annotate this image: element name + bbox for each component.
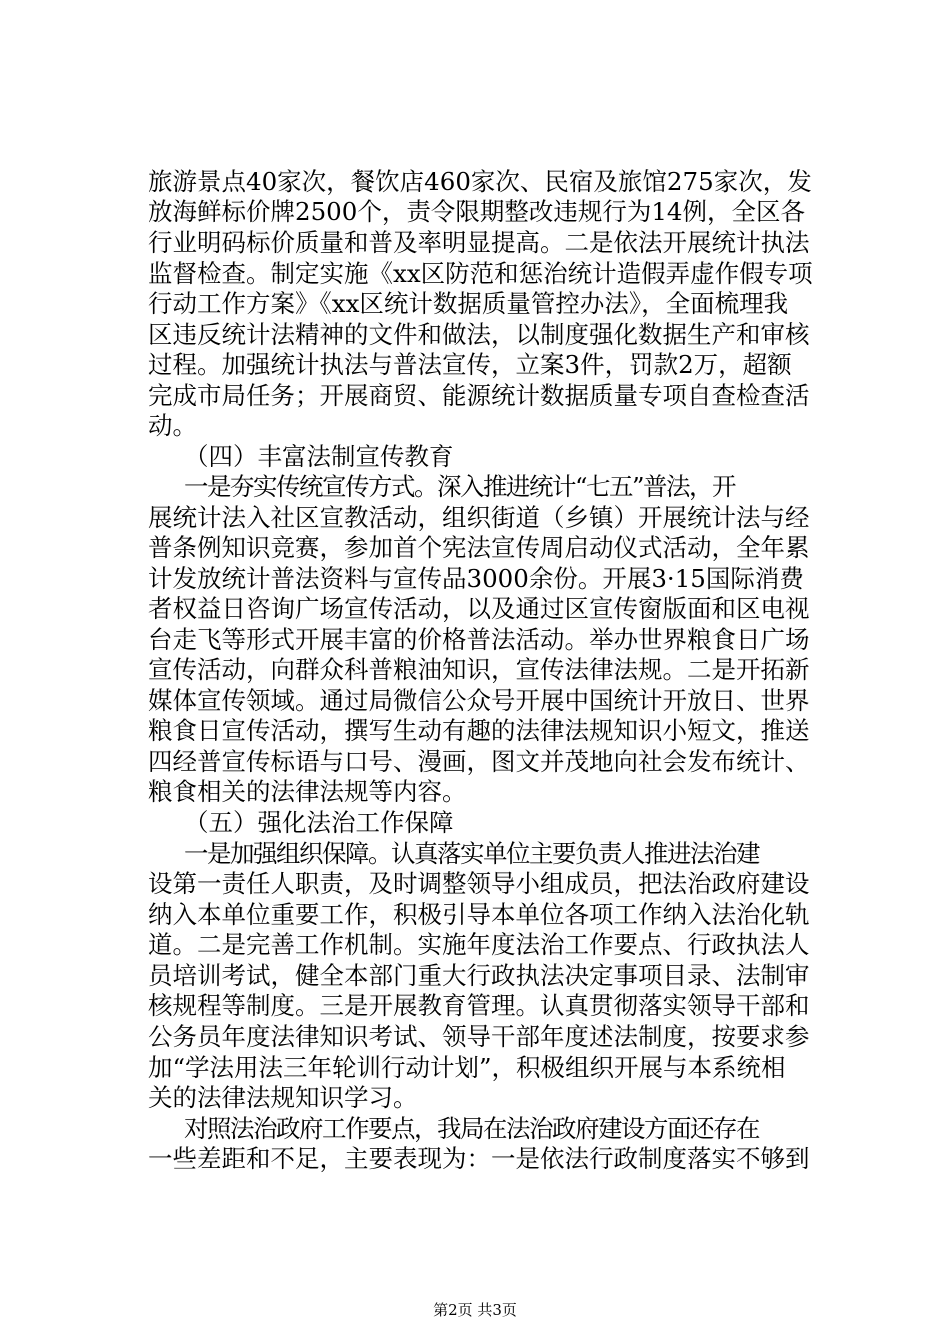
text-line: （四）丰富法制宣传教育 [184,442,454,471]
text-line: 加“学法用法三年轮训行动计划”，积极组织开展与本系统相 [148,1053,786,1082]
text-line: 道。二是完善工作机制。实施年度法治工作要点、行政执法人 [148,930,810,959]
text-line: 一是夯实传统宣传方式。深入推进统计“七五”普法，开 [184,472,736,501]
text-line: 动。 [148,411,197,440]
text-line: 完成市局任务；开展商贸、能源统计数据质量专项自查检查活 [148,381,810,410]
text-line: 纳入本单位重要工作，积极引导本单位各项工作纳入法治化轨 [148,900,810,929]
text-line: 台走飞等形式开展丰富的价格普法活动。举办世界粮食日广场 [148,625,810,654]
text-line: 公务员年度法律知识考试、领导干部年度述法制度，按要求参 [148,1022,810,1051]
text-line: 媒体宣传领域。通过局微信公众号开展中国统计开放日、世界 [148,686,810,715]
text-line: 者权益日咨询广场宣传活动，以及通过区宣传窗版面和区电视 [148,594,810,623]
text-line: 旅游景点40家次，餐饮店460家次、民宿及旅馆275家次，发 [148,167,812,196]
text-line: 区违反统计法精神的文件和做法，以制度强化数据生产和审核 [148,320,810,349]
text-line: （五）强化法治工作保障 [184,808,454,837]
text-line: 对照法治政府工作要点，我局在法治政府建设方面还存在 [184,1114,759,1143]
text-line: 计发放统计普法资料与宣传品3000余份。开展3·15国际消费 [148,564,804,593]
text-line: 行动工作方案》《xx区统计数据质量管控办法》，全面梳理我 [148,289,789,318]
text-line: 普条例知识竞赛，参加首个宪法宣传周启动仪式活动，全年累 [148,533,810,562]
text-line: 关的法律法规知识学习。 [148,1083,418,1112]
text-line: 展统计法入社区宣教活动，组织街道（乡镇）开展统计法与经 [148,503,810,532]
text-line: 过程。加强统计执法与普法宣传，立案3件，罚款2万，超额 [148,350,792,379]
text-line: 一是加强组织保障。认真落实单位主要负责人推进法治建 [184,839,759,868]
text-line: 一些差距和不足，主要表现为：一是依法行政制度落实不够到 [148,1144,810,1173]
text-line: 粮食相关的法律法规等内容。 [148,777,467,806]
text-line: 监督检查。制定实施《xx区防范和惩治统计造假弄虚作假专项 [148,259,813,288]
text-line: 宣传活动，向群众科普粮油知识，宣传法律法规。二是开拓新 [148,655,810,684]
text-line: 粮食日宣传活动，撰写生动有趣的法律法规知识小短文，推送 [148,716,810,745]
text-line: 四经普宣传标语与口号、漫画，图文并茂地向社会发布统计、 [148,747,810,776]
text-line: 员培训考试，健全本部门重大行政执法决定事项目录、法制审 [148,961,810,990]
text-line: 行业明码标价质量和普及率明显提高。二是依法开展统计执法 [148,228,810,257]
text-line: 核规程等制度。三是开展教育管理。认真贯彻落实领导干部和 [148,991,810,1020]
page-footer: 第2页 共3页 [433,1301,517,1319]
text-line: 设第一责任人职责，及时调整领导小组成员，把法治政府建设 [148,869,810,898]
text-line: 放海鲜标价牌2500个，责令限期整改违规行为14例，全区各 [148,197,806,226]
